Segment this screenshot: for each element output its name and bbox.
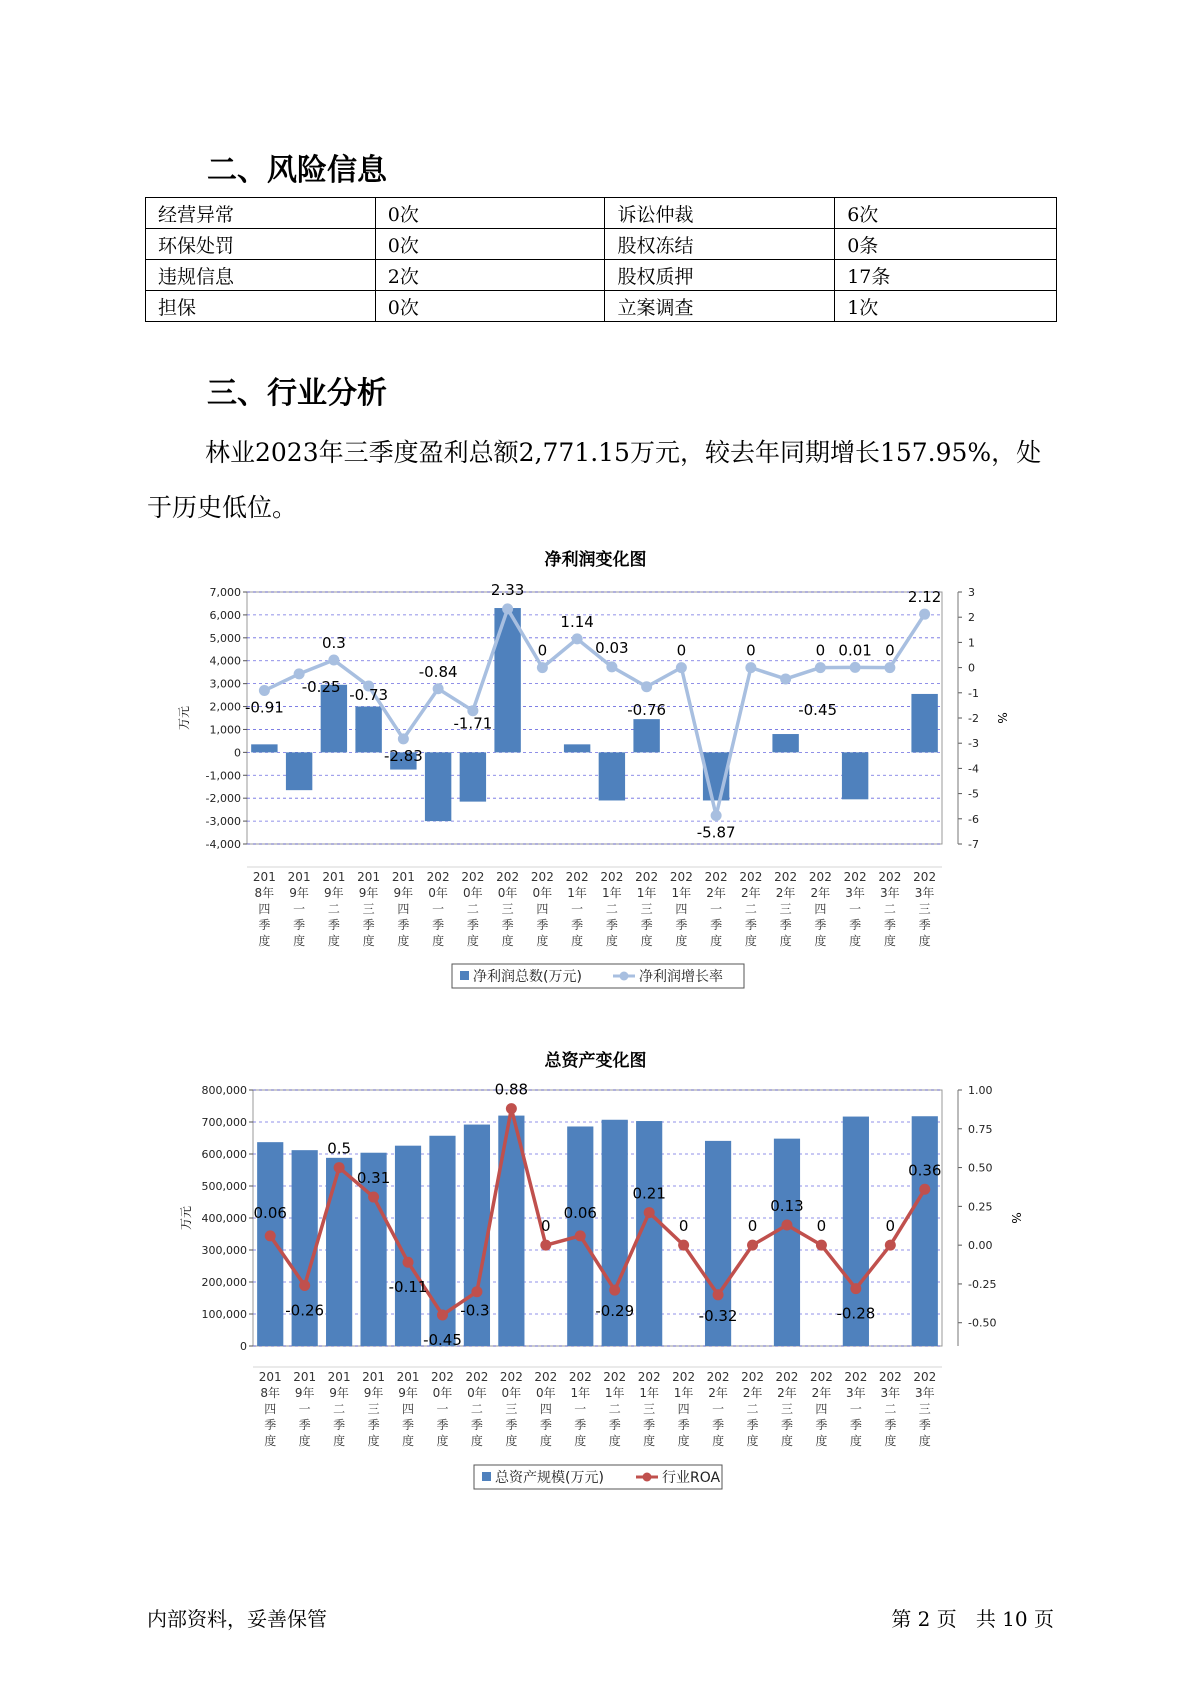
y-tick-label: 300,000 — [201, 1244, 247, 1257]
y-tick-label: 200,000 — [201, 1276, 247, 1289]
y-axis-title: 万元 — [179, 1205, 193, 1231]
y-tick-label: -3,000 — [205, 815, 241, 829]
industry-section-title: 三、行业分析 — [207, 376, 387, 411]
x-tick-label: 202 2年一季度 — [704, 870, 728, 948]
data-label: 0.36 — [908, 1161, 942, 1180]
data-label: 0.03 — [595, 638, 629, 657]
risk-table — [145, 197, 1057, 322]
x-tick-label: 201 8年四季度 — [258, 1370, 282, 1448]
data-point — [328, 655, 339, 666]
table-row — [146, 198, 1057, 229]
data-point — [745, 662, 756, 673]
data-label: 0 — [676, 641, 687, 660]
data-point — [259, 685, 270, 696]
y2-tick-label: 0.50 — [968, 1161, 993, 1175]
y2-tick-label: -1 — [968, 686, 979, 700]
risk-value: 0次 — [375, 229, 605, 260]
bar — [564, 744, 590, 752]
x-tick-label: 202 2年二季度 — [739, 870, 763, 948]
risk-value: 6次 — [835, 198, 1057, 229]
y-tick-label: 0 — [240, 1340, 247, 1353]
data-point — [815, 662, 826, 673]
footer-confidential: 内部资料，妥善保管 — [147, 1607, 327, 1631]
data-point — [334, 1162, 345, 1173]
legend-line-label: 行业ROA — [662, 1470, 721, 1486]
net-profit-chart — [0, 580, 1191, 1000]
y-tick-label: 500,000 — [201, 1180, 247, 1193]
data-point — [641, 681, 652, 692]
data-label: 0 — [746, 641, 756, 660]
x-tick-label: 201 9年一季度 — [293, 1370, 317, 1448]
data-label: -5.87 — [696, 823, 736, 842]
risk-label: 诉讼仲裁 — [605, 198, 835, 229]
x-tick-label: 201 9年四季度 — [391, 870, 415, 948]
x-tick-label: 202 1年一季度 — [568, 1370, 592, 1448]
data-label: 0.13 — [770, 1196, 804, 1215]
y2-tick-label: -0.25 — [968, 1277, 997, 1291]
y2-tick-label: -6 — [968, 812, 979, 826]
data-point — [816, 1240, 827, 1251]
data-point — [919, 1184, 930, 1195]
y2-tick-label: 0.25 — [968, 1200, 993, 1214]
data-point — [471, 1286, 482, 1297]
data-label: -1.71 — [453, 714, 493, 733]
y-tick-label: 400,000 — [201, 1212, 247, 1225]
y-tick-label: 4,000 — [209, 654, 241, 668]
data-label: 0 — [885, 641, 895, 660]
x-tick-label: 201 9年三季度 — [362, 1370, 386, 1448]
data-point — [265, 1230, 276, 1241]
risk-value: 0条 — [835, 229, 1057, 260]
data-label: 0.88 — [494, 1080, 529, 1099]
data-point — [885, 1240, 896, 1251]
y2-tick-label: -3 — [968, 737, 979, 751]
risk-label: 环保处罚 — [146, 229, 376, 260]
risk-label: 股权质押 — [605, 260, 835, 291]
x-tick-label: 202 1年四季度 — [672, 1370, 696, 1448]
legend-line-label: 净利润增长率 — [639, 969, 723, 985]
x-tick-label: 202 1年二季度 — [600, 870, 624, 948]
x-tick-label: 202 2年三季度 — [775, 1370, 799, 1448]
bar — [774, 1139, 800, 1346]
bar — [912, 1116, 938, 1346]
y-axis-title: 万元 — [177, 705, 191, 731]
bar — [286, 752, 312, 790]
x-tick-label: 201 9年三季度 — [357, 870, 381, 948]
plot-area — [244, 592, 942, 844]
bar — [251, 744, 277, 752]
data-point — [644, 1207, 655, 1218]
x-tick-label: 202 0年一季度 — [431, 1370, 454, 1448]
data-point — [368, 1192, 379, 1203]
risk-label: 担保 — [146, 291, 376, 322]
y-tick-label: 7,000 — [209, 586, 241, 599]
y2-tick-label: 1 — [968, 636, 975, 650]
table-row — [146, 291, 1057, 322]
x-tick-label: 202 1年四季度 — [669, 870, 693, 948]
x-tick-label: 202 2年三季度 — [774, 870, 798, 948]
data-label: -0.26 — [285, 1301, 325, 1320]
data-label: 0 — [747, 1217, 758, 1236]
table-row — [146, 229, 1057, 260]
x-tick-label: 201 8年四季度 — [252, 870, 276, 948]
y2-axis-title: % — [1009, 1212, 1023, 1224]
data-point — [919, 609, 930, 620]
data-point — [540, 1240, 551, 1251]
legend-line-marker — [643, 1473, 652, 1482]
x-tick-label: 201 9年二季度 — [322, 870, 346, 948]
y-tick-label: 0 — [234, 746, 241, 760]
legend-line-marker — [620, 972, 629, 981]
data-label: -0.73 — [349, 685, 389, 704]
y-tick-label: 1,000 — [209, 723, 241, 737]
y-tick-label: -2,000 — [205, 792, 241, 806]
data-label: 0.3 — [321, 634, 346, 653]
data-point — [403, 1257, 414, 1268]
data-label: -2.83 — [383, 746, 423, 765]
total-assets-chart — [0, 1078, 1191, 1498]
data-label: -0.84 — [418, 662, 458, 681]
chart-title: 总资产变化图 — [544, 1051, 647, 1071]
data-label: -0.25 — [301, 677, 341, 696]
risk-value: 2次 — [375, 260, 605, 291]
data-label: -0.76 — [627, 700, 667, 719]
data-point — [572, 633, 583, 644]
y2-axis-title: % — [995, 712, 1009, 724]
data-label: 0 — [816, 1217, 827, 1236]
data-label: 0 — [678, 1217, 689, 1236]
data-point — [606, 661, 617, 672]
bar — [911, 694, 937, 752]
bar — [842, 752, 868, 799]
risk-value: 0次 — [375, 198, 605, 229]
bar — [425, 752, 451, 821]
x-tick-label: 202 0年三季度 — [496, 870, 520, 948]
x-tick-label: 202 0年一季度 — [426, 870, 450, 948]
x-tick-label: 202 3年三季度 — [913, 870, 937, 948]
y-tick-label: -4,000 — [205, 838, 241, 851]
data-point — [575, 1230, 586, 1241]
data-label: -0.45 — [798, 700, 838, 719]
data-label: 0.31 — [356, 1169, 391, 1188]
data-label: 0.06 — [253, 1203, 287, 1222]
y2-tick-label: -0.50 — [968, 1316, 997, 1330]
x-tick-label: 202 2年四季度 — [809, 1370, 833, 1448]
risk-label: 立案调查 — [605, 291, 835, 322]
data-point — [398, 733, 409, 744]
x-tick-label: 202 0年三季度 — [499, 1370, 523, 1448]
data-label: -0.11 — [388, 1278, 428, 1297]
data-label: 0 — [537, 641, 548, 660]
y-tick-label: -1,000 — [205, 769, 241, 783]
risk-value: 0次 — [375, 291, 605, 322]
chart-title: 净利润变化图 — [544, 550, 647, 570]
data-point — [537, 662, 548, 673]
y-tick-label: 600,000 — [201, 1148, 247, 1161]
risk-label: 违规信息 — [146, 260, 376, 291]
data-point — [506, 1103, 517, 1114]
x-tick-label: 202 2年四季度 — [808, 870, 832, 948]
x-tick-label: 202 3年一季度 — [843, 870, 867, 948]
bar — [633, 719, 659, 752]
y2-tick-label: -4 — [968, 762, 979, 776]
x-tick-label: 202 0年二季度 — [461, 870, 485, 948]
x-tick-label: 202 1年三季度 — [635, 870, 659, 948]
y2-tick-label: 2 — [968, 611, 975, 625]
y-tick-label: 2,000 — [209, 700, 241, 714]
y2-tick-label: 3 — [968, 586, 975, 599]
bar — [460, 752, 486, 801]
bar — [257, 1142, 283, 1346]
data-point — [780, 673, 791, 684]
footer-page-number: 第 2 页 共 10 页 — [891, 1607, 1054, 1631]
data-label: 0.5 — [327, 1139, 352, 1158]
data-label: 0.06 — [563, 1203, 597, 1222]
data-point — [437, 1309, 448, 1320]
data-label: -0.91 — [244, 698, 284, 717]
y2-tick-label: 1.00 — [968, 1084, 993, 1097]
data-point — [433, 683, 444, 694]
x-tick-label: 202 2年二季度 — [741, 1370, 764, 1448]
data-point — [678, 1240, 689, 1251]
bar — [326, 1158, 352, 1346]
x-tick-label: 202 3年三季度 — [913, 1370, 937, 1448]
y2-tick-label: 0 — [968, 661, 975, 675]
y-tick-label: 6,000 — [209, 608, 241, 622]
bar — [772, 734, 798, 752]
x-tick-label: 202 1年三季度 — [637, 1370, 661, 1448]
legend-bar-swatch — [482, 1472, 491, 1481]
data-point — [781, 1219, 792, 1230]
y2-tick-label: -7 — [968, 838, 979, 851]
y2-tick-label: -5 — [968, 787, 979, 801]
y2-tick-label: -2 — [968, 712, 979, 725]
y-tick-label: 5,000 — [209, 631, 241, 645]
risk-section-title: 二、风险信息 — [207, 153, 387, 188]
data-label: 0.21 — [632, 1184, 666, 1203]
data-label: -0.29 — [595, 1302, 635, 1321]
y2-tick-label: 0.00 — [968, 1239, 993, 1253]
data-point — [850, 662, 861, 673]
risk-value: 17条 — [835, 260, 1057, 291]
industry-paragraph: 林业2023年三季度盈利总额2,771.15万元，较去年同期增长157.95%，处于历史低位。 — [147, 438, 1042, 522]
data-point — [884, 662, 895, 673]
data-label: 1.14 — [560, 612, 594, 631]
data-label: 0 — [541, 1217, 551, 1236]
y-tick-label: 3,000 — [209, 677, 241, 691]
legend-bar-label: 净利润总数(万元) — [473, 969, 582, 985]
data-point — [676, 662, 687, 673]
x-tick-label: 201 9年一季度 — [287, 870, 311, 948]
y-tick-label: 800,000 — [201, 1084, 247, 1097]
data-point — [609, 1285, 620, 1296]
data-point — [711, 810, 722, 821]
risk-label: 经营异常 — [146, 198, 376, 229]
data-point — [502, 603, 513, 614]
data-point — [713, 1289, 724, 1300]
risk-value: 1次 — [835, 291, 1057, 322]
x-tick-label: 202 3年二季度 — [878, 870, 902, 948]
x-tick-label: 201 9年四季度 — [396, 1370, 420, 1448]
bar — [355, 707, 381, 753]
table-row — [146, 260, 1057, 291]
x-tick-label: 202 2年一季度 — [706, 1370, 730, 1448]
x-tick-label: 201 9年二季度 — [327, 1370, 351, 1448]
data-label: -0.3 — [460, 1301, 490, 1320]
data-label: 2.12 — [907, 588, 942, 607]
data-point — [299, 1280, 310, 1291]
risk-label: 股权冻结 — [605, 229, 835, 260]
y-tick-label: 100,000 — [201, 1308, 247, 1321]
x-tick-label: 202 0年二季度 — [465, 1370, 489, 1448]
legend-bar-label: 总资产规模(万元) — [495, 1470, 604, 1486]
x-tick-label: 202 0年四季度 — [530, 870, 554, 948]
x-tick-label: 202 1年二季度 — [603, 1370, 627, 1448]
y2-tick-label: 0.75 — [968, 1122, 993, 1136]
bar — [494, 608, 520, 752]
data-label: -0.45 — [423, 1330, 462, 1349]
data-label: 0 — [815, 641, 826, 660]
data-label: -0.32 — [698, 1306, 738, 1325]
x-tick-label: 202 0年四季度 — [534, 1370, 558, 1448]
data-point — [850, 1283, 861, 1294]
bar — [599, 752, 625, 800]
legend-bar-swatch — [460, 971, 469, 980]
data-label: 0 — [885, 1217, 896, 1236]
data-label: 0.01 — [838, 641, 872, 660]
data-point — [747, 1240, 758, 1251]
x-tick-label: 202 3年一季度 — [844, 1370, 868, 1448]
y-tick-label: 700,000 — [201, 1116, 247, 1129]
x-tick-label: 202 1年一季度 — [565, 870, 589, 948]
data-label: -0.28 — [836, 1304, 876, 1323]
data-label: 2.33 — [490, 580, 525, 599]
x-tick-label: 202 3年二季度 — [878, 1370, 902, 1448]
